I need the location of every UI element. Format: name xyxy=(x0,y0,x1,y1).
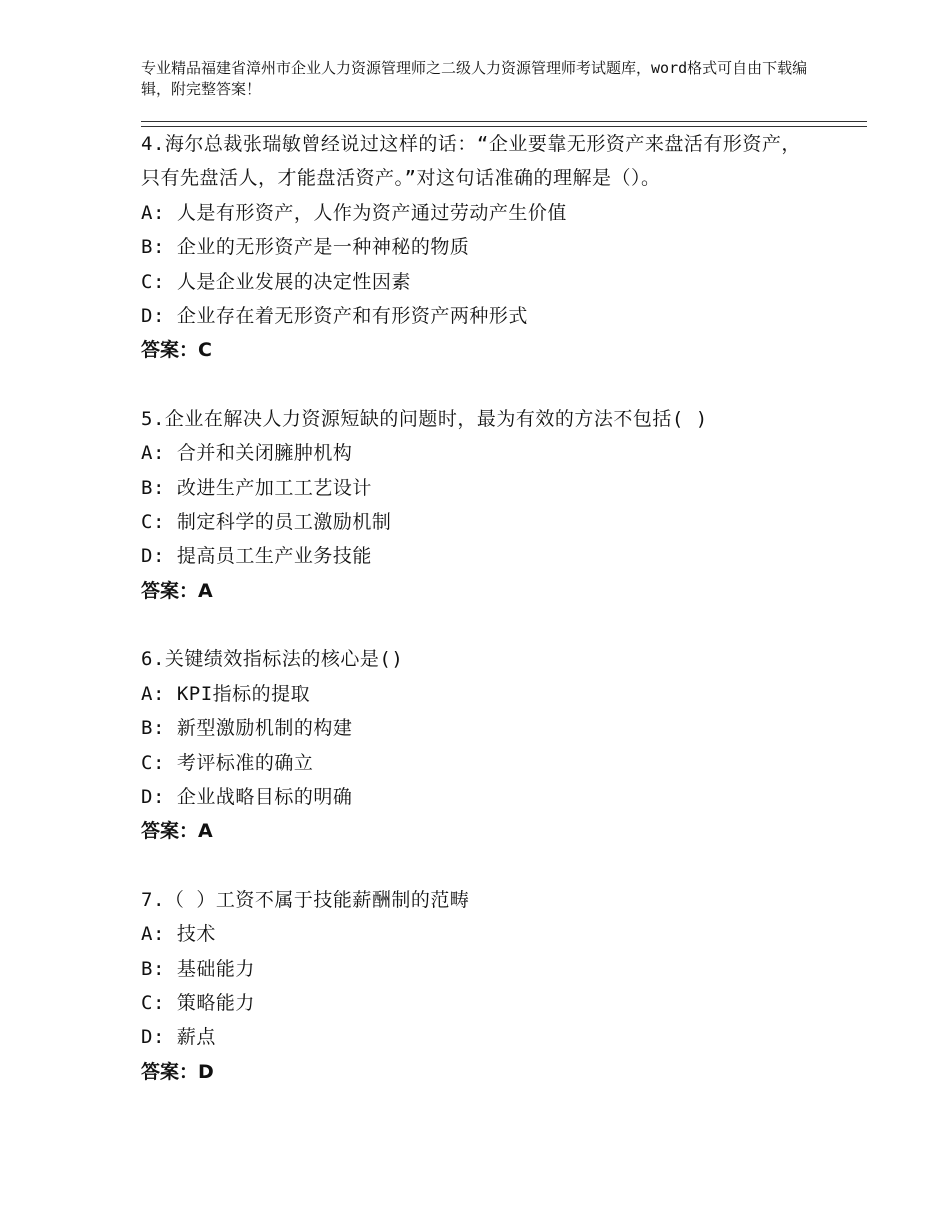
question-list xyxy=(141,127,841,1123)
option-a: A: 技术 xyxy=(141,923,216,946)
option-a: A: 人是有形资产，人作为资产通过劳动产生价值 xyxy=(141,201,567,224)
option-c: C: 策略能力 xyxy=(141,991,255,1014)
option-b: B: 新型激励机制的构建 xyxy=(141,717,353,740)
answer-line: 答案：A xyxy=(141,820,213,843)
option-b: B: 企业的无形资产是一种神秘的物质 xyxy=(141,236,470,259)
option-b: B: 基础能力 xyxy=(141,957,255,980)
answer-line: 答案：A xyxy=(141,579,213,602)
question-stem: 6.关键绩效指标法的核心是() xyxy=(141,648,404,671)
option-a: A: 合并和关闭臃肿机构 xyxy=(141,442,353,465)
option-b: B: 改进生产加工工艺设计 xyxy=(141,476,372,499)
option-d: D: 企业存在着无形资产和有形资产两种形式 xyxy=(141,305,528,328)
document-header: 专业精品福建省漳州市企业人力资源管理师之二级人力资源管理师考试题库，word格式可自由下载编辑，附完整答案！ xyxy=(141,59,808,98)
question-5 xyxy=(141,402,841,608)
question-stem: 7.（ ）工资不属于技能薪酬制的范畴 xyxy=(141,888,470,911)
option-a: A: KPI指标的提取 xyxy=(141,682,311,705)
answer-line: 答案：D xyxy=(141,1060,214,1083)
question-7 xyxy=(141,883,841,1089)
question-stem: 4.海尔总裁张瑞敏曾经说过这样的话：“企业要靠无形资产来盘活有形资产，只有先盘活人，才能盘活资产。”对这句话准确的理解是（）。 xyxy=(141,133,801,190)
question-6 xyxy=(141,642,841,848)
option-d: D: 提高员工生产业务技能 xyxy=(141,545,372,568)
option-c: C: 人是企业发展的决定性因素 xyxy=(141,270,411,293)
question-stem: 5.企业在解决人力资源短缺的问题时，最为有效的方法不包括( ) xyxy=(141,407,708,430)
option-c: C: 制定科学的员工激励机制 xyxy=(141,511,392,534)
option-d: D: 企业战略目标的明确 xyxy=(141,785,353,808)
option-d: D: 薪点 xyxy=(141,1026,216,1049)
option-c: C: 考评标准的确立 xyxy=(141,751,314,774)
answer-line: 答案：C xyxy=(141,339,212,362)
question-4 xyxy=(141,127,841,368)
